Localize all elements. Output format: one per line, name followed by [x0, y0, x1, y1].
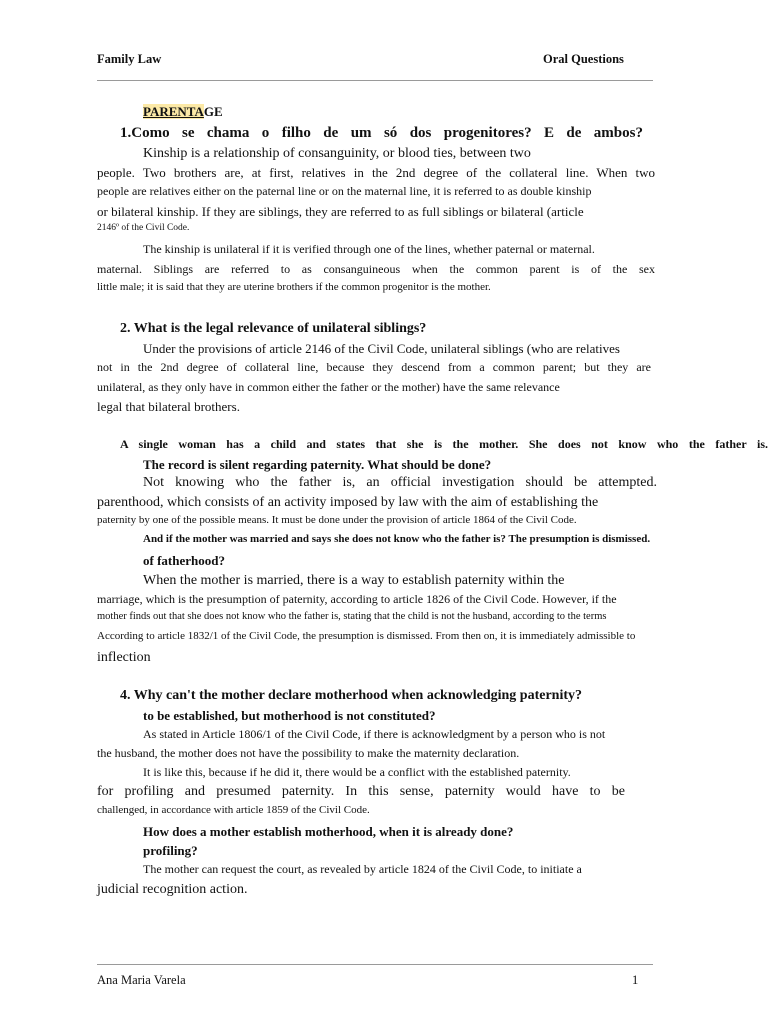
- paragraph-line: 2146º of the Civil Code.: [97, 223, 190, 233]
- question-5: How does a mother establish motherhood, when it is already done?: [143, 824, 514, 839]
- paragraph-line: challenged, in accordance with article 1859 of the Civil Code.: [97, 804, 370, 816]
- paragraph-line: mother finds out that she does not know who the father is, stating that the child is not the husband, according to the terms: [97, 611, 607, 622]
- paragraph-line: inflection: [97, 650, 151, 665]
- paragraph-line: people are relatives either on the paternal line or on the maternal line, it is referred to as double kinship: [97, 184, 592, 198]
- footer-rule: [97, 964, 653, 965]
- paragraph-line: the husband, the mother does not have the possibility to make the maternity declaration.: [97, 746, 520, 760]
- header-rule: [97, 80, 653, 81]
- paragraph-line: As stated in Article 1806/1 of the Civil Code, if there is acknowledgment by a person who is not: [143, 727, 606, 741]
- question-1: 1.Como se chama o filho de um só dos progenitores? E de ambos?: [120, 125, 643, 141]
- paragraph-line: It is like this, because if he did it, there would be a conflict with the established paternity.: [143, 765, 571, 779]
- question-3b: And if the mother was married and says she does not know who the father is? The presumption is dismissed.: [143, 533, 651, 545]
- paragraph-line: The mother can request the court, as revealed by article 1824 of the Civil Code, to initiate a: [143, 862, 582, 876]
- paragraph-line: When the mother is married, there is a way to establish paternity within the: [143, 573, 565, 588]
- question-3-cont: The record is silent regarding paternity. What should be done?: [143, 457, 492, 472]
- paragraph-line: judicial recognition action.: [97, 882, 248, 897]
- paragraph-line: for profiling and presumed paternity. In this sense, paternity would have to be: [97, 784, 625, 799]
- paragraph-line: Not knowing who the father is, an official investigation should be attempted.: [143, 475, 657, 490]
- paragraph-line: or bilateral kinship. If they are siblings, they are referred to as full siblings or bilateral (article: [97, 204, 584, 219]
- question-5-cont: profiling?: [143, 843, 198, 858]
- paragraph-line: maternal. Siblings are referred to as consanguineous when the common parent is of the sex: [97, 262, 655, 276]
- question-3b-cont: of fatherhood?: [143, 553, 225, 568]
- header-left: Family Law: [97, 52, 162, 66]
- footer-author: Ana Maria Varela: [97, 973, 186, 987]
- section-title: [143, 104, 223, 120]
- paragraph-line: paternity by one of the possible means. It must be done under the provision of article 1864 of the Civil Code.: [97, 514, 577, 526]
- paragraph-line: legal that bilateral brothers.: [97, 399, 240, 414]
- paragraph-line: parenthood, which consists of an activity imposed by law with the aim of establishing the: [97, 495, 599, 510]
- paragraph-line: people. Two brothers are, at first, relatives in the 2nd degree of the collateral line. When two: [97, 165, 655, 180]
- paragraph-line: not in the 2nd degree of collateral line, because they descend from a common parent; but they are: [97, 360, 651, 374]
- question-4: 4. Why can't the mother declare motherhood when acknowledging paternity?: [120, 688, 582, 703]
- paragraph-line: little male; it is said that they are uterine brothers if the common progenitor is the mother.: [97, 281, 491, 293]
- question-2: 2. What is the legal relevance of unilateral siblings?: [120, 321, 427, 336]
- section-title-highlight: PARENTA: [143, 104, 204, 119]
- paragraph-line: Kinship is a relationship of consanguinity, or blood ties, between two: [143, 146, 531, 161]
- paragraph-line: According to article 1832/1 of the Civil Code, the presumption is dismissed. From then on, it is immediately admissible to: [97, 630, 636, 642]
- paragraph-line: marriage, which is the presumption of paternity, according to article 1826 of the Civil Code. However, if the: [97, 592, 617, 606]
- page-number: 1: [632, 973, 639, 987]
- paragraph-line: unilateral, as they only have in common either the father or the mother) have the same relevance: [97, 380, 560, 394]
- section-title-rest: GE: [203, 104, 223, 119]
- question-3: A single woman has a child and states that she is the mother. She does not know who the father is.: [120, 437, 768, 451]
- question-4-cont: to be established, but motherhood is not constituted?: [143, 708, 436, 723]
- paragraph-line: Under the provisions of article 2146 of the Civil Code, unilateral siblings (who are relatives: [143, 341, 620, 356]
- paragraph-line: The kinship is unilateral if it is verified through one of the lines, whether paternal or maternal.: [143, 242, 595, 256]
- header-right: Oral Questions: [543, 52, 624, 66]
